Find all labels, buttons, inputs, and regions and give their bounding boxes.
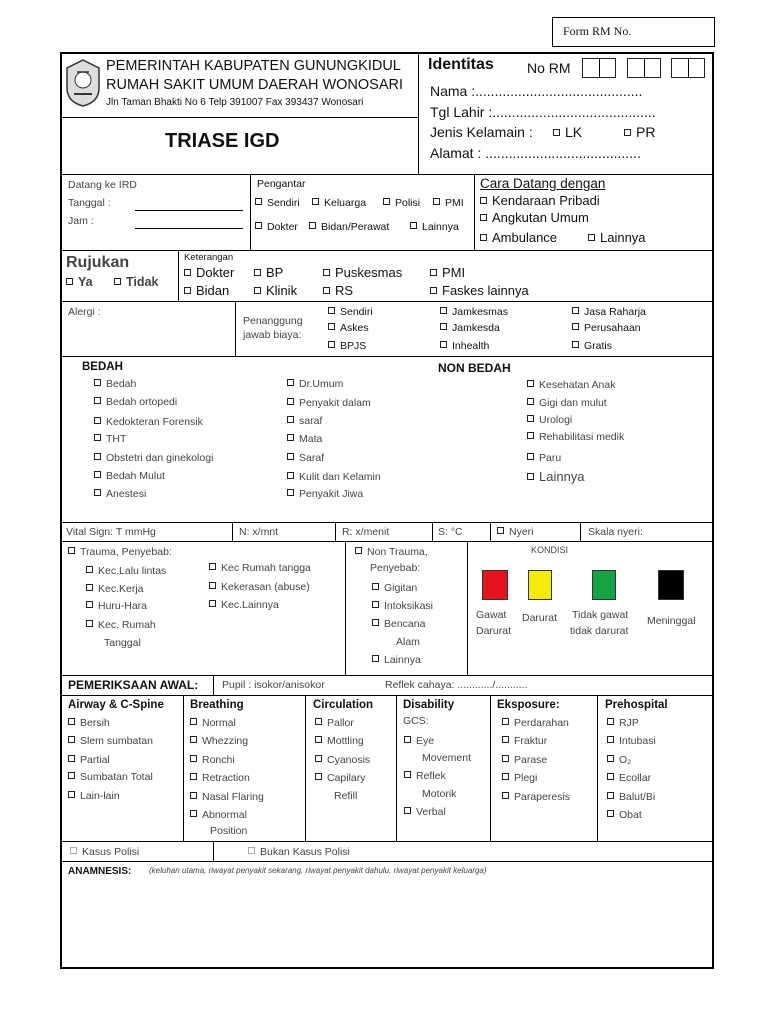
ket-puskesmas[interactable]: Puskesmas	[323, 266, 402, 280]
divider	[305, 695, 306, 841]
disability-item[interactable]: Reflek	[404, 771, 446, 783]
eksposure-item[interactable]: Parase	[502, 755, 547, 767]
non-bedah-item[interactable]: Urologi	[527, 415, 572, 427]
kondisi-label: Darurat	[476, 625, 512, 637]
non-bedah-item[interactable]: Penyakit Jiwa	[287, 489, 363, 501]
pemeriksaan-title: PEMERIKSAAN AWAL:	[68, 678, 199, 692]
cara-ambulance[interactable]: Ambulance	[480, 231, 557, 245]
trauma-title[interactable]: Trauma, Penyebab:	[68, 547, 172, 559]
divider	[335, 522, 336, 541]
tanggal-field[interactable]	[135, 210, 243, 211]
breathing-item[interactable]: Abnormal	[190, 810, 247, 822]
divider	[396, 695, 397, 841]
anamnesis-label: ANAMNESIS:	[68, 866, 132, 877]
prehospital-item[interactable]: Ecollar	[607, 773, 651, 785]
pengantar-lainnya[interactable]: Lainnya	[410, 222, 459, 234]
non-trauma-item[interactable]: Intoksikasi	[372, 601, 433, 613]
non-trauma-item-continuation: Alam	[396, 636, 420, 648]
eksposure-item[interactable]: Perdarahan	[502, 718, 569, 730]
vital-nyeri[interactable]: Nyeri	[497, 527, 534, 539]
pupil-field[interactable]: Pupil : isokor/anisokor	[222, 679, 325, 691]
jenis-kelamin-label: Jenis Kelamain :	[430, 124, 533, 140]
bedah-title: BEDAH	[82, 361, 123, 373]
kondisi-label: Tidak gawat	[572, 609, 629, 621]
pr-option[interactable]: PR	[624, 125, 655, 140]
divider	[418, 53, 419, 174]
form-number-box	[552, 17, 715, 47]
rujukan-ya[interactable]: Ya	[66, 276, 93, 290]
airway-title: Airway & C-Spine	[68, 699, 164, 711]
divider	[61, 541, 713, 542]
form-number-label: Form RM No.	[563, 24, 632, 38]
no-rm-label: No RM	[527, 60, 571, 76]
divider	[61, 522, 713, 523]
non-bedah-item[interactable]: Rehabilitasi medik	[527, 432, 624, 444]
ket-dokter[interactable]: Dokter	[184, 266, 234, 280]
divider	[61, 250, 713, 251]
non-bedah-item[interactable]: Paru	[527, 453, 561, 465]
disability-item[interactable]: Verbal	[404, 807, 446, 819]
eksposure-item[interactable]: Plegi	[502, 773, 537, 785]
biaya-sendiri[interactable]: Sendiri	[328, 307, 373, 319]
non-trauma-item[interactable]: Bencana	[372, 619, 425, 631]
datang-title: Datang ke IRD	[68, 179, 137, 191]
trauma-item-continuation: Tanggal	[104, 637, 141, 649]
divider	[688, 58, 689, 78]
jam-label: Jam :	[68, 215, 94, 227]
non-bedah-item[interactable]: Dr.Umum	[287, 379, 343, 391]
biaya-askes[interactable]: Askes	[328, 323, 369, 335]
cara-kendaraan-pribadi[interactable]: Kendaraan Pribadi	[480, 194, 600, 208]
jam-field[interactable]	[135, 228, 243, 229]
prehospital-item[interactable]: RJP	[607, 718, 639, 730]
biaya-gratis[interactable]: Gratis	[572, 341, 612, 353]
ket-bp[interactable]: BP	[254, 266, 283, 280]
divider	[467, 541, 468, 675]
rujukan-tidak[interactable]: Tidak	[114, 276, 158, 290]
identitas-heading: Identitas	[428, 56, 494, 73]
ket-klinik[interactable]: Klinik	[254, 284, 297, 298]
bedah-item[interactable]: Anestesi	[94, 489, 146, 501]
breathing-item-continuation: Position	[210, 825, 248, 837]
biaya-jamkesda[interactable]: Jamkesda	[440, 323, 500, 335]
pengantar-keluarga[interactable]: Keluarga	[312, 198, 366, 210]
tanggal-label: Tanggal :	[68, 197, 111, 209]
airway-item[interactable]: Lain-lain	[68, 791, 120, 803]
circulation-title: Circulation	[313, 699, 374, 711]
tgl-lahir-field[interactable]: Tgl Lahir :..........................................	[430, 104, 656, 120]
hospital-name: RUMAH SAKIT UMUM DAERAH WONOSARI	[106, 77, 404, 93]
kondisi-tidak-gawat-swatch[interactable]	[592, 570, 616, 600]
prehospital-item[interactable]: Obat	[607, 810, 642, 822]
kondisi-meninggal-swatch[interactable]	[658, 570, 684, 600]
disability-title: Disability	[403, 699, 455, 711]
bedah-item[interactable]: Obstetri dan ginekologi	[94, 453, 213, 465]
bedah-item[interactable]: Bedah ortopedi	[94, 397, 177, 409]
vital-respirasi[interactable]: R: x/menit	[342, 526, 390, 538]
divider	[490, 695, 491, 841]
bedah-item[interactable]: THT	[94, 434, 126, 446]
eksposure-item[interactable]: Fraktur	[502, 736, 547, 748]
divider	[183, 695, 184, 841]
alergi-label: Alergi :	[68, 306, 101, 318]
prehospital-title: Prehospital	[605, 699, 668, 711]
pengantar-pmi[interactable]: PMI	[433, 198, 464, 210]
trauma-item[interactable]: Kec.Lalu lintas	[86, 566, 166, 578]
non-bedah-item[interactable]: Penyakit dalam	[287, 398, 371, 410]
vital-suhu[interactable]: S: °C	[438, 526, 463, 538]
biaya-bpjs[interactable]: BPJS	[328, 341, 366, 353]
rujukan-title: Rujukan	[66, 254, 130, 271]
kondisi-label: tidak darurat	[570, 625, 629, 637]
divider	[213, 841, 214, 861]
non-trauma-item[interactable]: Gigitan	[372, 583, 417, 595]
non-trauma-title-2: Penyebab:	[370, 562, 421, 574]
divider	[61, 695, 713, 696]
divider	[599, 58, 600, 78]
cara-lainnya[interactable]: Lainnya	[588, 231, 646, 245]
breathing-item[interactable]: Ronchi	[190, 755, 235, 767]
circulation-item[interactable]: Pallor	[315, 718, 354, 730]
divider	[61, 117, 418, 118]
eksposure-item[interactable]: Paraperesis	[502, 792, 570, 804]
ket-rs[interactable]: RS	[323, 284, 353, 298]
vital-td[interactable]: Vital Sign: T mmHg	[66, 526, 156, 538]
kasus-polisi-option[interactable]: Kasus Polisi	[70, 847, 139, 859]
gcs-label: GCS:	[403, 715, 429, 727]
prehospital-item[interactable]: O₂	[607, 755, 631, 767]
airway-item[interactable]: Partial	[68, 755, 110, 767]
non-bedah-item[interactable]: Gigi dan mulut	[527, 398, 607, 410]
airway-item[interactable]: Bersih	[68, 718, 110, 730]
vital-skala-nyeri[interactable]: Skala nyeri:	[588, 526, 643, 538]
kondisi-darurat-swatch[interactable]	[528, 570, 552, 600]
triage-form-frame	[60, 52, 714, 969]
pengantar-dokter[interactable]: Dokter	[255, 222, 298, 234]
bedah-item[interactable]: Kedokteran Forensik	[94, 417, 203, 429]
divider	[432, 522, 433, 541]
gov-title: PEMERINTAH KABUPATEN GUNUNGKIDUL	[106, 58, 401, 74]
kondisi-title: KONDISI	[531, 545, 569, 555]
circulation-item[interactable]: Capilary	[315, 773, 366, 785]
pengantar-title: Pengantar	[257, 178, 306, 190]
ket-pmi[interactable]: PMI	[430, 266, 465, 280]
divider	[345, 541, 346, 675]
non-trauma-title[interactable]: Non Trauma,	[355, 547, 428, 559]
prehospital-item[interactable]: Balut/Bi	[607, 792, 655, 804]
ket-faskes-lainnya[interactable]: Faskes lainnya	[430, 284, 529, 298]
pengantar-polisi[interactable]: Polisi	[383, 198, 420, 210]
pengantar-bidan[interactable]: Bidan/Perawat	[309, 222, 389, 234]
kondisi-label: Darurat	[522, 612, 558, 624]
biaya-jamkesmas[interactable]: Jamkesmas	[440, 307, 508, 319]
biaya-perusahaan[interactable]: Perusahaan	[572, 323, 641, 335]
divider	[235, 301, 236, 356]
divider	[250, 174, 251, 250]
divider	[580, 522, 581, 541]
divider	[474, 174, 475, 250]
disability-item[interactable]: Eye	[404, 736, 434, 748]
biaya-inhealth[interactable]: Inhealth	[440, 341, 489, 353]
ket-bidan[interactable]: Bidan	[184, 284, 229, 298]
divider	[644, 58, 645, 78]
keterangan-title: Keterangan	[184, 252, 234, 263]
divider	[213, 675, 214, 695]
kondisi-label: Meninggal	[647, 615, 696, 627]
divider	[490, 522, 491, 541]
non-bedah-title: NON BEDAH	[438, 361, 511, 375]
disability-item-continuation: Motorik	[422, 788, 457, 800]
trauma-item[interactable]: Kec. Rumah	[86, 620, 156, 632]
trauma-item[interactable]: Kec.Kerja	[86, 584, 144, 596]
non-trauma-item[interactable]: Lainnya	[372, 655, 421, 667]
divider	[61, 675, 713, 676]
trauma-item[interactable]: Huru-Hara	[86, 601, 147, 613]
eksposure-title: Eksposure:	[497, 699, 560, 711]
divider	[61, 174, 713, 175]
biaya-jasa-raharja[interactable]: Jasa Raharja	[572, 307, 646, 319]
prehospital-item[interactable]: Intubasi	[607, 736, 656, 748]
bedah-item[interactable]: Bedah	[94, 379, 136, 391]
bukan-kasus-polisi-option[interactable]: Bukan Kasus Polisi	[248, 847, 350, 859]
divider	[61, 356, 713, 357]
penanggung-label-2: jawab biaya:	[243, 329, 302, 341]
disability-item-continuation: Movement	[422, 752, 472, 764]
bedah-item[interactable]: Bedah Mulut	[94, 471, 165, 483]
divider	[178, 250, 179, 301]
non-bedah-item[interactable]: saraf	[287, 416, 322, 428]
breathing-item[interactable]: Nasal Flaring	[190, 792, 264, 804]
non-bedah-item[interactable]: Kesehatan Anak	[527, 380, 615, 392]
anamnesis-input-area[interactable]	[64, 882, 710, 966]
breathing-title: Breathing	[190, 699, 244, 711]
breathing-item[interactable]: Normal	[190, 718, 236, 730]
kondisi-gawat-darurat-swatch[interactable]	[482, 570, 508, 600]
lk-option[interactable]: LK	[553, 125, 582, 140]
penanggung-label: Penanggung	[243, 315, 303, 327]
divider	[61, 861, 713, 862]
reflek-cahaya-field[interactable]: Reflek cahaya: ............/...........	[385, 679, 528, 691]
page-title: TRIASE IGD	[165, 130, 280, 152]
divider	[597, 695, 598, 841]
circulation-item-continuation: Refill	[334, 790, 358, 802]
circulation-item[interactable]: Cyanosis	[315, 755, 370, 767]
vital-nadi[interactable]: N: x/mnt	[239, 526, 279, 538]
airway-item[interactable]: Sumbatan Total	[68, 772, 153, 784]
trauma-item[interactable]: Kec.Lainnya	[209, 600, 279, 612]
divider	[61, 301, 713, 302]
non-bedah-item[interactable]: Mata	[287, 434, 322, 446]
circulation-item[interactable]: Mottling	[315, 736, 364, 748]
hospital-logo	[64, 58, 102, 108]
breathing-item[interactable]: Whezzing	[190, 736, 248, 748]
trauma-item[interactable]: Kec Rumah tangga	[209, 563, 311, 575]
hospital-address: Jln Taman Bhakti No 6 Telp 391007 Fax 393437 Wonosari	[106, 97, 364, 108]
divider	[61, 841, 713, 842]
nama-field[interactable]: Nama :...........................................	[430, 83, 643, 99]
divider	[232, 522, 233, 541]
breathing-item[interactable]: Retraction	[190, 773, 250, 785]
anamnesis-hint: (keluhan utama, riwayat penyakit sekarang, riwayat penyakit dahulu, riwayat penyakit keluarga)	[149, 866, 487, 875]
trauma-item[interactable]: Kekerasan (abuse)	[209, 582, 310, 594]
alamat-field[interactable]: Alamat : ........................................	[430, 145, 641, 161]
pengantar-sendiri[interactable]: Sendiri	[255, 198, 300, 210]
non-bedah-item[interactable]: Kulit dan Kelamin	[287, 472, 381, 484]
non-bedah-item[interactable]: Saraf	[287, 453, 324, 465]
non-bedah-lainnya[interactable]: Lainnya	[527, 470, 585, 484]
cara-angkutan-umum[interactable]: Angkutan Umum	[480, 211, 589, 225]
kondisi-label: Gawat	[476, 609, 507, 621]
airway-item[interactable]: Slem sumbatan	[68, 736, 153, 748]
cara-datang-title: Cara Datang dengan	[480, 176, 606, 191]
